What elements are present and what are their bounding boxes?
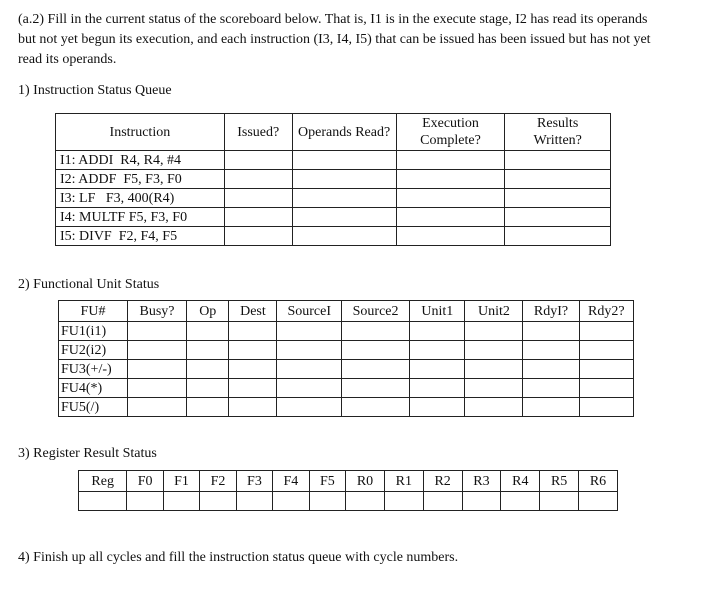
fu-header-9: RdyI? (523, 301, 579, 322)
header-execution-complete (396, 114, 505, 151)
register-value-cell[interactable] (163, 492, 199, 511)
fu-header-5: SourceI (277, 301, 342, 322)
register-value-cell[interactable] (346, 492, 385, 511)
fu-status-cell[interactable] (229, 398, 277, 417)
fu-status-cell[interactable] (128, 398, 187, 417)
fu-header-8: Unit2 (465, 301, 523, 322)
results-written-cell[interactable] (505, 151, 611, 170)
fu-header-2: Busy? (128, 301, 187, 322)
fu-status-cell[interactable] (128, 379, 187, 398)
register-value-cell[interactable] (501, 492, 540, 511)
register-header-6: F4 (273, 471, 309, 492)
operands-read-cell[interactable] (292, 208, 396, 227)
fu-status-cell[interactable] (465, 341, 523, 360)
register-header-14: R6 (579, 471, 618, 492)
fu-status-cell[interactable] (523, 322, 579, 341)
register-value-cell[interactable] (462, 492, 501, 511)
fu-status-cell[interactable] (465, 398, 523, 417)
instruction-row (56, 208, 611, 227)
fu-status-cell[interactable] (342, 360, 410, 379)
fu-status-cell[interactable] (229, 379, 277, 398)
fu-status-cell[interactable] (187, 322, 229, 341)
register-result-status-table (78, 470, 618, 511)
functional-unit-header-row (59, 301, 634, 322)
fu-status-cell[interactable] (523, 379, 579, 398)
register-value-cell[interactable] (236, 492, 272, 511)
register-header-10: R2 (423, 471, 462, 492)
intro-line-2: but not yet begun its execution, and each instruction (I3, I4, I5) that can be issued has been issued but has not yet (18, 32, 651, 47)
fu-status-cell[interactable] (579, 341, 633, 360)
intro-line-3: read its operands. (18, 52, 117, 67)
register-header-8: R0 (346, 471, 385, 492)
instruction-cell: I5: DIVF F2, F4, F5 (56, 227, 225, 246)
fu-status-cell[interactable] (229, 341, 277, 360)
instruction-row (56, 170, 611, 189)
fu-status-cell[interactable] (579, 379, 633, 398)
register-value-cell[interactable] (579, 492, 618, 511)
register-header-row (79, 471, 618, 492)
fu-status-cell[interactable] (187, 379, 229, 398)
section-1-title: 1) Instruction Status Queue (18, 83, 172, 98)
register-value-cell[interactable] (127, 492, 163, 511)
fu-header-6: Source2 (342, 301, 410, 322)
fu-status-cell[interactable] (410, 322, 465, 341)
functional-unit-row (59, 341, 634, 360)
fu-status-cell[interactable] (410, 379, 465, 398)
fu-header-7: Unit1 (410, 301, 465, 322)
issued-cell[interactable] (224, 189, 292, 208)
register-header-1: Reg (79, 471, 127, 492)
fu-status-cell[interactable] (410, 398, 465, 417)
header-issued: Issued? (224, 114, 292, 151)
fu-status-cell[interactable] (410, 360, 465, 379)
section-4-title: 4) Finish up all cycles and fill the instruction status queue with cycle numbers. (18, 550, 459, 565)
fu-status-cell[interactable] (277, 322, 342, 341)
results-written-cell[interactable] (505, 189, 611, 208)
functional-unit-status-table (58, 300, 634, 417)
fu-header-4: Dest (229, 301, 277, 322)
fu-status-cell[interactable] (277, 341, 342, 360)
instruction-cell: I3: LF F3, 400(R4) (56, 189, 225, 208)
register-value-cell[interactable] (79, 492, 127, 511)
fu-name-cell: FU4(*) (59, 379, 128, 398)
header-results-line-1: Results (537, 116, 579, 131)
header-operands-read: Operands Read? (292, 114, 396, 151)
functional-unit-row (59, 322, 634, 341)
functional-unit-row (59, 360, 634, 379)
register-header-11: R3 (462, 471, 501, 492)
fu-name-cell: FU1(i1) (59, 322, 128, 341)
operands-read-cell[interactable] (292, 170, 396, 189)
intro-line-1: (a.2) Fill in the current status of the scoreboard below. That is, I1 is in the execute stage, I2 has read its operands (18, 12, 648, 27)
fu-status-cell[interactable] (128, 360, 187, 379)
fu-status-cell[interactable] (579, 360, 633, 379)
instruction-row (56, 189, 611, 208)
instruction-cell: I4: MULTF F5, F3, F0 (56, 208, 225, 227)
register-header-5: F3 (236, 471, 272, 492)
fu-status-cell[interactable] (465, 379, 523, 398)
register-value-cell[interactable] (540, 492, 579, 511)
fu-header-10: Rdy2? (579, 301, 633, 322)
fu-status-cell[interactable] (342, 341, 410, 360)
operands-read-cell[interactable] (292, 189, 396, 208)
issued-cell[interactable] (224, 227, 292, 246)
fu-status-cell[interactable] (187, 360, 229, 379)
fu-status-cell[interactable] (342, 398, 410, 417)
functional-unit-row (59, 379, 634, 398)
fu-status-cell[interactable] (229, 322, 277, 341)
fu-status-cell[interactable] (187, 341, 229, 360)
fu-name-cell: FU5(/) (59, 398, 128, 417)
instruction-status-table (55, 113, 611, 246)
fu-status-cell[interactable] (128, 341, 187, 360)
fu-status-cell[interactable] (465, 360, 523, 379)
instruction-cell: I1: ADDI R4, R4, #4 (56, 151, 225, 170)
execution-complete-cell[interactable] (396, 208, 505, 227)
header-results-line-2: Written? (533, 133, 582, 148)
fu-status-cell[interactable] (523, 341, 579, 360)
fu-status-cell[interactable] (277, 379, 342, 398)
register-value-cell[interactable] (309, 492, 345, 511)
register-header-12: R4 (501, 471, 540, 492)
instruction-row (56, 151, 611, 170)
register-value-cell[interactable] (423, 492, 462, 511)
execution-complete-cell[interactable] (396, 151, 505, 170)
section-3-title: 3) Register Result Status (18, 446, 157, 461)
fu-status-cell[interactable] (579, 322, 633, 341)
execution-complete-cell[interactable] (396, 189, 505, 208)
execution-complete-cell[interactable] (396, 170, 505, 189)
register-value-cell[interactable] (384, 492, 423, 511)
results-written-cell[interactable] (505, 208, 611, 227)
register-value-cell[interactable] (200, 492, 236, 511)
issued-cell[interactable] (224, 208, 292, 227)
header-instruction: Instruction (56, 114, 225, 151)
instruction-cell: I2: ADDF F5, F3, F0 (56, 170, 225, 189)
execution-complete-cell[interactable] (396, 227, 505, 246)
results-written-cell[interactable] (505, 170, 611, 189)
register-header-13: R5 (540, 471, 579, 492)
fu-status-cell[interactable] (128, 322, 187, 341)
register-header-4: F2 (200, 471, 236, 492)
issued-cell[interactable] (224, 151, 292, 170)
issued-cell[interactable] (224, 170, 292, 189)
results-written-cell[interactable] (505, 227, 611, 246)
register-value-cell[interactable] (273, 492, 309, 511)
fu-status-cell[interactable] (465, 322, 523, 341)
fu-status-cell[interactable] (187, 398, 229, 417)
instruction-status-header-row (56, 114, 611, 151)
register-header-3: F1 (163, 471, 199, 492)
register-value-row (79, 492, 618, 511)
register-header-9: R1 (384, 471, 423, 492)
fu-status-cell[interactable] (277, 398, 342, 417)
fu-name-cell: FU2(i2) (59, 341, 128, 360)
fu-name-cell: FU3(+/-) (59, 360, 128, 379)
header-results-written (505, 114, 611, 151)
register-header-7: F5 (309, 471, 345, 492)
fu-status-cell[interactable] (342, 322, 410, 341)
header-execution-line-1: Execution (422, 116, 479, 131)
functional-unit-row (59, 398, 634, 417)
fu-status-cell[interactable] (410, 341, 465, 360)
instruction-row (56, 227, 611, 246)
operands-read-cell[interactable] (292, 151, 396, 170)
fu-status-cell[interactable] (523, 360, 579, 379)
fu-status-cell[interactable] (342, 379, 410, 398)
fu-header-3: Op (187, 301, 229, 322)
fu-header-1: FU# (59, 301, 128, 322)
fu-status-cell[interactable] (579, 398, 633, 417)
operands-read-cell[interactable] (292, 227, 396, 246)
problem-intro (18, 10, 688, 70)
section-2-title: 2) Functional Unit Status (18, 277, 160, 292)
fu-status-cell[interactable] (523, 398, 579, 417)
fu-status-cell[interactable] (277, 360, 342, 379)
fu-status-cell[interactable] (229, 360, 277, 379)
register-header-2: F0 (127, 471, 163, 492)
header-execution-line-2: Complete? (420, 133, 481, 148)
